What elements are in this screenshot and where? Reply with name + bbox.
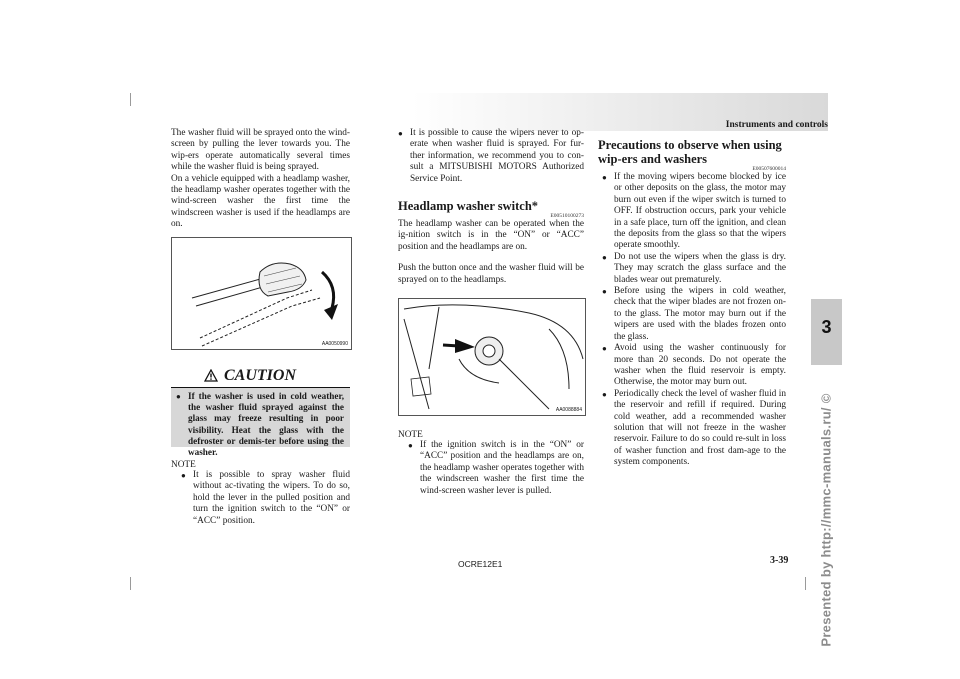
paragraph: The washer fluid will be sprayed onto the wind-screen by pulling the lever towards you. The wip-ers operate automatically several times while the washer fluid is being sprayed.	[171, 128, 350, 173]
note-text: It is possible to spray washer fluid without ac-tivating the wipers. To do so, hold the lever in the pulled position and turn the ignition switch to the “ON” or “ACC” position.	[193, 470, 350, 526]
note-label: NOTE	[398, 430, 423, 440]
header-title: Instruments and controls	[725, 120, 828, 130]
crop-mark	[130, 93, 131, 106]
figure-id: AA0088884	[555, 407, 582, 413]
list-item	[602, 389, 786, 469]
note-item	[398, 440, 584, 497]
caution-item	[176, 391, 344, 458]
list-item	[602, 343, 786, 389]
column-3	[598, 138, 786, 469]
wiper-lever-figure	[171, 237, 352, 350]
bullet-icon: ●	[602, 173, 607, 182]
note-item	[171, 470, 350, 527]
bullet-text: It is possible to cause the wipers never to op-erate when washer fluid is sprayed. For fur-ther information, we recommend you to con-sult a MITSUBISHI MOTORS Authorized Service Point.	[410, 128, 584, 184]
figure-id: AA0050990	[321, 341, 348, 347]
caution-box	[171, 365, 350, 458]
chapter-tab	[811, 299, 842, 365]
paragraph: The headlamp washer can be operated when the ig-nition switch is in the “ON” or “ACC” position and the headlamps are on.	[398, 219, 584, 252]
caution-text: If the washer is used in cold weather, the washer fluid sprayed against the glass may freeze resulting in poor visibility. Heat the glass with the defroster or demis-ter before using the washer.	[188, 391, 344, 458]
crop-mark	[805, 577, 806, 590]
paragraph: Push the button once and the washer fluid will be sprayed on to the headlamps.	[398, 263, 584, 285]
section-code: E00507600014	[752, 166, 786, 172]
bullet-icon: ●	[176, 392, 181, 401]
bullet-icon: ●	[602, 389, 607, 399]
bullet-icon: ●	[602, 344, 607, 354]
list-item	[602, 172, 786, 252]
chapter-number: 3	[821, 317, 832, 337]
paragraph: On a vehicle equipped with a headlamp washer, the headlamp washer operates together with the wind-screen washer the first time the windscreen washer is used if the headlamps are on.	[171, 173, 350, 230]
headlamp-washer-illustration	[399, 299, 585, 415]
bullet-icon: ●	[181, 471, 186, 480]
column-2-note	[398, 430, 584, 497]
bullet-text: If the moving wipers become blocked by ice or other deposits on the glass, the motor may burn out even if the wiper switch is turned to OFF. If obstruction occurs, park your vehicle in a safe place, turn off the ignition, and clean the deposits from the glass so that the wipers operate smoothly.	[614, 172, 786, 251]
caution-header	[171, 365, 350, 388]
bullet-icon: ●	[408, 441, 413, 450]
column-1	[171, 128, 350, 231]
list-item	[602, 286, 786, 343]
bullet-text: Periodically check the level of washer fluid in the reservoir and refill if required. During cold weather, add a recommended washer solution that will not freeze in the washer reservoir. Failure to do so could re-sult in loss of washer function and frost dam-age to the system components.	[614, 388, 786, 468]
note-label: NOTE	[171, 460, 196, 470]
crop-mark	[130, 577, 131, 590]
note-text: If the ignition switch is in the “ON” or “ACC” position and the headlamps are on, the headlamp washer operates together with the windscreen washer the first time the wind-screen washer lever is pulled.	[420, 440, 584, 496]
section-heading: Precautions to observe when using wip-ers and washers	[598, 138, 782, 166]
caution-title: CAUTION	[224, 367, 297, 384]
bullet-text: Before using the wipers in cold weather, check that the wiper blades are not frozen on-to the glass. The motor may burn out if the wipers are used with the blades frozen onto the glass.	[614, 286, 786, 342]
column-2	[398, 128, 584, 286]
warning-triangle-icon	[204, 369, 218, 382]
wiper-lever-illustration	[172, 238, 351, 349]
bullet-icon: ●	[602, 287, 607, 297]
section-code: E00510100273	[550, 213, 584, 220]
section-heading: Headlamp washer switch*	[398, 199, 539, 214]
bullet-text: Avoid using the washer continuously for more than 20 seconds. Do not operate the washer when the fluid reservoir is empty. Otherwise, the motor may burn out.	[614, 343, 786, 388]
list-item	[602, 252, 786, 286]
bullet-icon: ●	[398, 129, 403, 138]
document-code: OCRE12E1	[458, 559, 503, 569]
watermark: Presented by http://mmc-manuals.ru/ ©	[818, 393, 834, 647]
bullet-icon: ●	[602, 252, 607, 262]
list-item	[398, 128, 584, 185]
column-1-note	[171, 460, 350, 527]
bullet-text: Do not use the wipers when the glass is dry. They may scratch the glass surface and the blades wear out prematurely.	[614, 251, 786, 285]
headlamp-washer-figure	[398, 298, 586, 416]
page-number: 3-39	[770, 555, 789, 566]
precautions-list	[598, 172, 786, 469]
